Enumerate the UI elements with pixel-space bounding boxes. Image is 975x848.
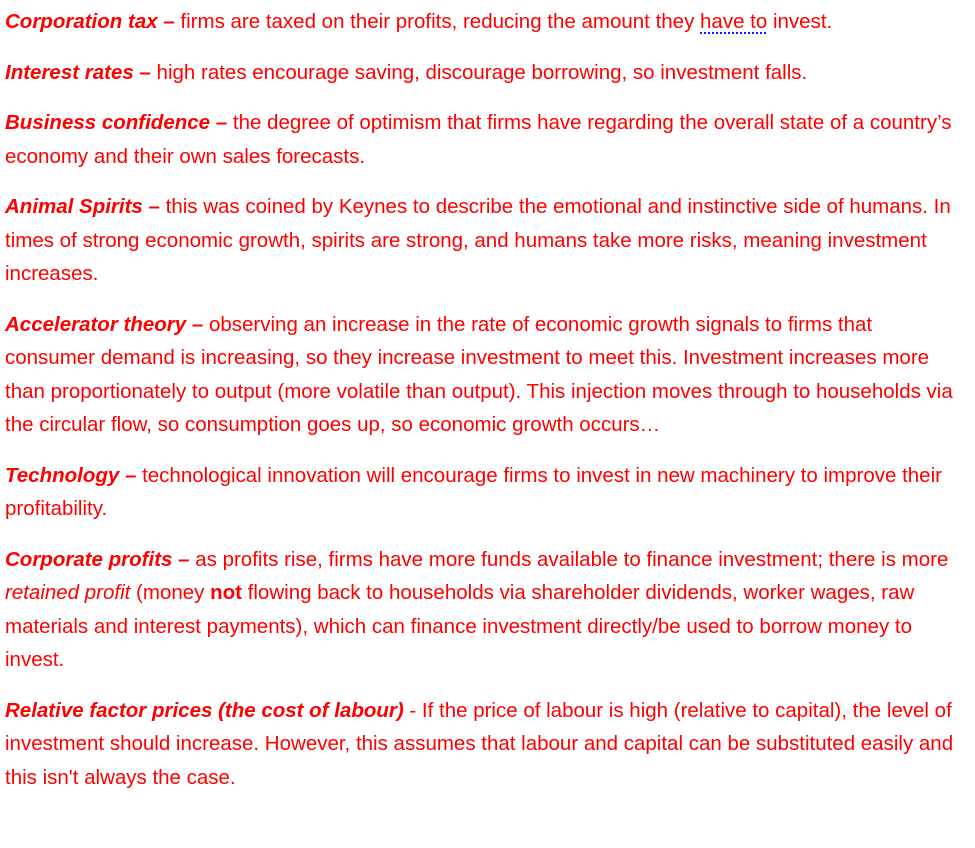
definition-text: this was coined by Keynes to describe the emotional and instinctive side of humans. In times of strong economic growth, spirits are strong, and humans take more risks, meaning investment increases.: [5, 195, 951, 285]
term-business-confidence: Business confidence –: [5, 111, 228, 134]
grammar-flagged-phrase[interactable]: have to: [700, 10, 768, 33]
paragraph-interest-rates: [5, 56, 967, 90]
definition-text: (money: [130, 581, 211, 604]
paragraph-animal-spirits: [5, 190, 967, 291]
italic-retained-profit: retained profit: [5, 581, 131, 604]
definition-text: firms are taxed on their profits, reducing the amount they: [174, 10, 701, 33]
definition-text: high rates encourage saving, discourage borrowing, so investment falls.: [150, 60, 808, 84]
term-corporation-tax: Corporation tax –: [5, 10, 175, 33]
definition-text: as profits rise, firms have more funds available to finance investment; there is more: [189, 547, 949, 571]
definition-text: - If the price of labour is high (relative to capital), the level of investment should increase. However, this assumes that labour and capital can be substituted easily and this isn't always the case.: [5, 698, 954, 789]
definition-text: invest.: [767, 10, 833, 33]
paragraph-accelerator-theory: [5, 308, 967, 442]
definition-text: observing an increase in the rate of economic growth signals to firms that consumer demand is increasing, so they increase investment to meet this. Investment increases more than proportionately to output (more volatile than output). This injection moves through to households via the circular flow, so consumption goes up, so economic growth occurs…: [5, 312, 953, 436]
paragraph-corporation-tax: [5, 5, 967, 39]
term-corporate-profits: Corporate profits –: [5, 547, 190, 571]
paragraph-relative-factor-prices: [5, 694, 967, 795]
term-accelerator-theory: Accelerator theory –: [5, 312, 204, 336]
paragraph-corporate-profits: [5, 543, 967, 677]
document-body: [5, 5, 967, 811]
definition-text: flowing back to households via shareholder dividends, worker wages, raw materials and interest payments), which can finance investment directly/be used to borrow money to invest.: [5, 581, 915, 671]
definition-text: the degree of optimism that firms have regarding the overall state of a country’s economy and their own sales forecasts.: [5, 111, 952, 168]
definition-text: technological innovation will encourage firms to invest in new machinery to improve their profitability.: [5, 463, 942, 520]
bold-not: not: [210, 581, 242, 604]
paragraph-technology: [5, 459, 967, 526]
term-interest-rates: Interest rates –: [5, 60, 151, 84]
paragraph-business-confidence: [5, 106, 967, 173]
term-animal-spirits: Animal Spirits –: [5, 195, 160, 218]
term-relative-factor-prices: Relative factor prices (the cost of labour): [5, 698, 404, 722]
term-technology: Technology –: [5, 463, 137, 487]
